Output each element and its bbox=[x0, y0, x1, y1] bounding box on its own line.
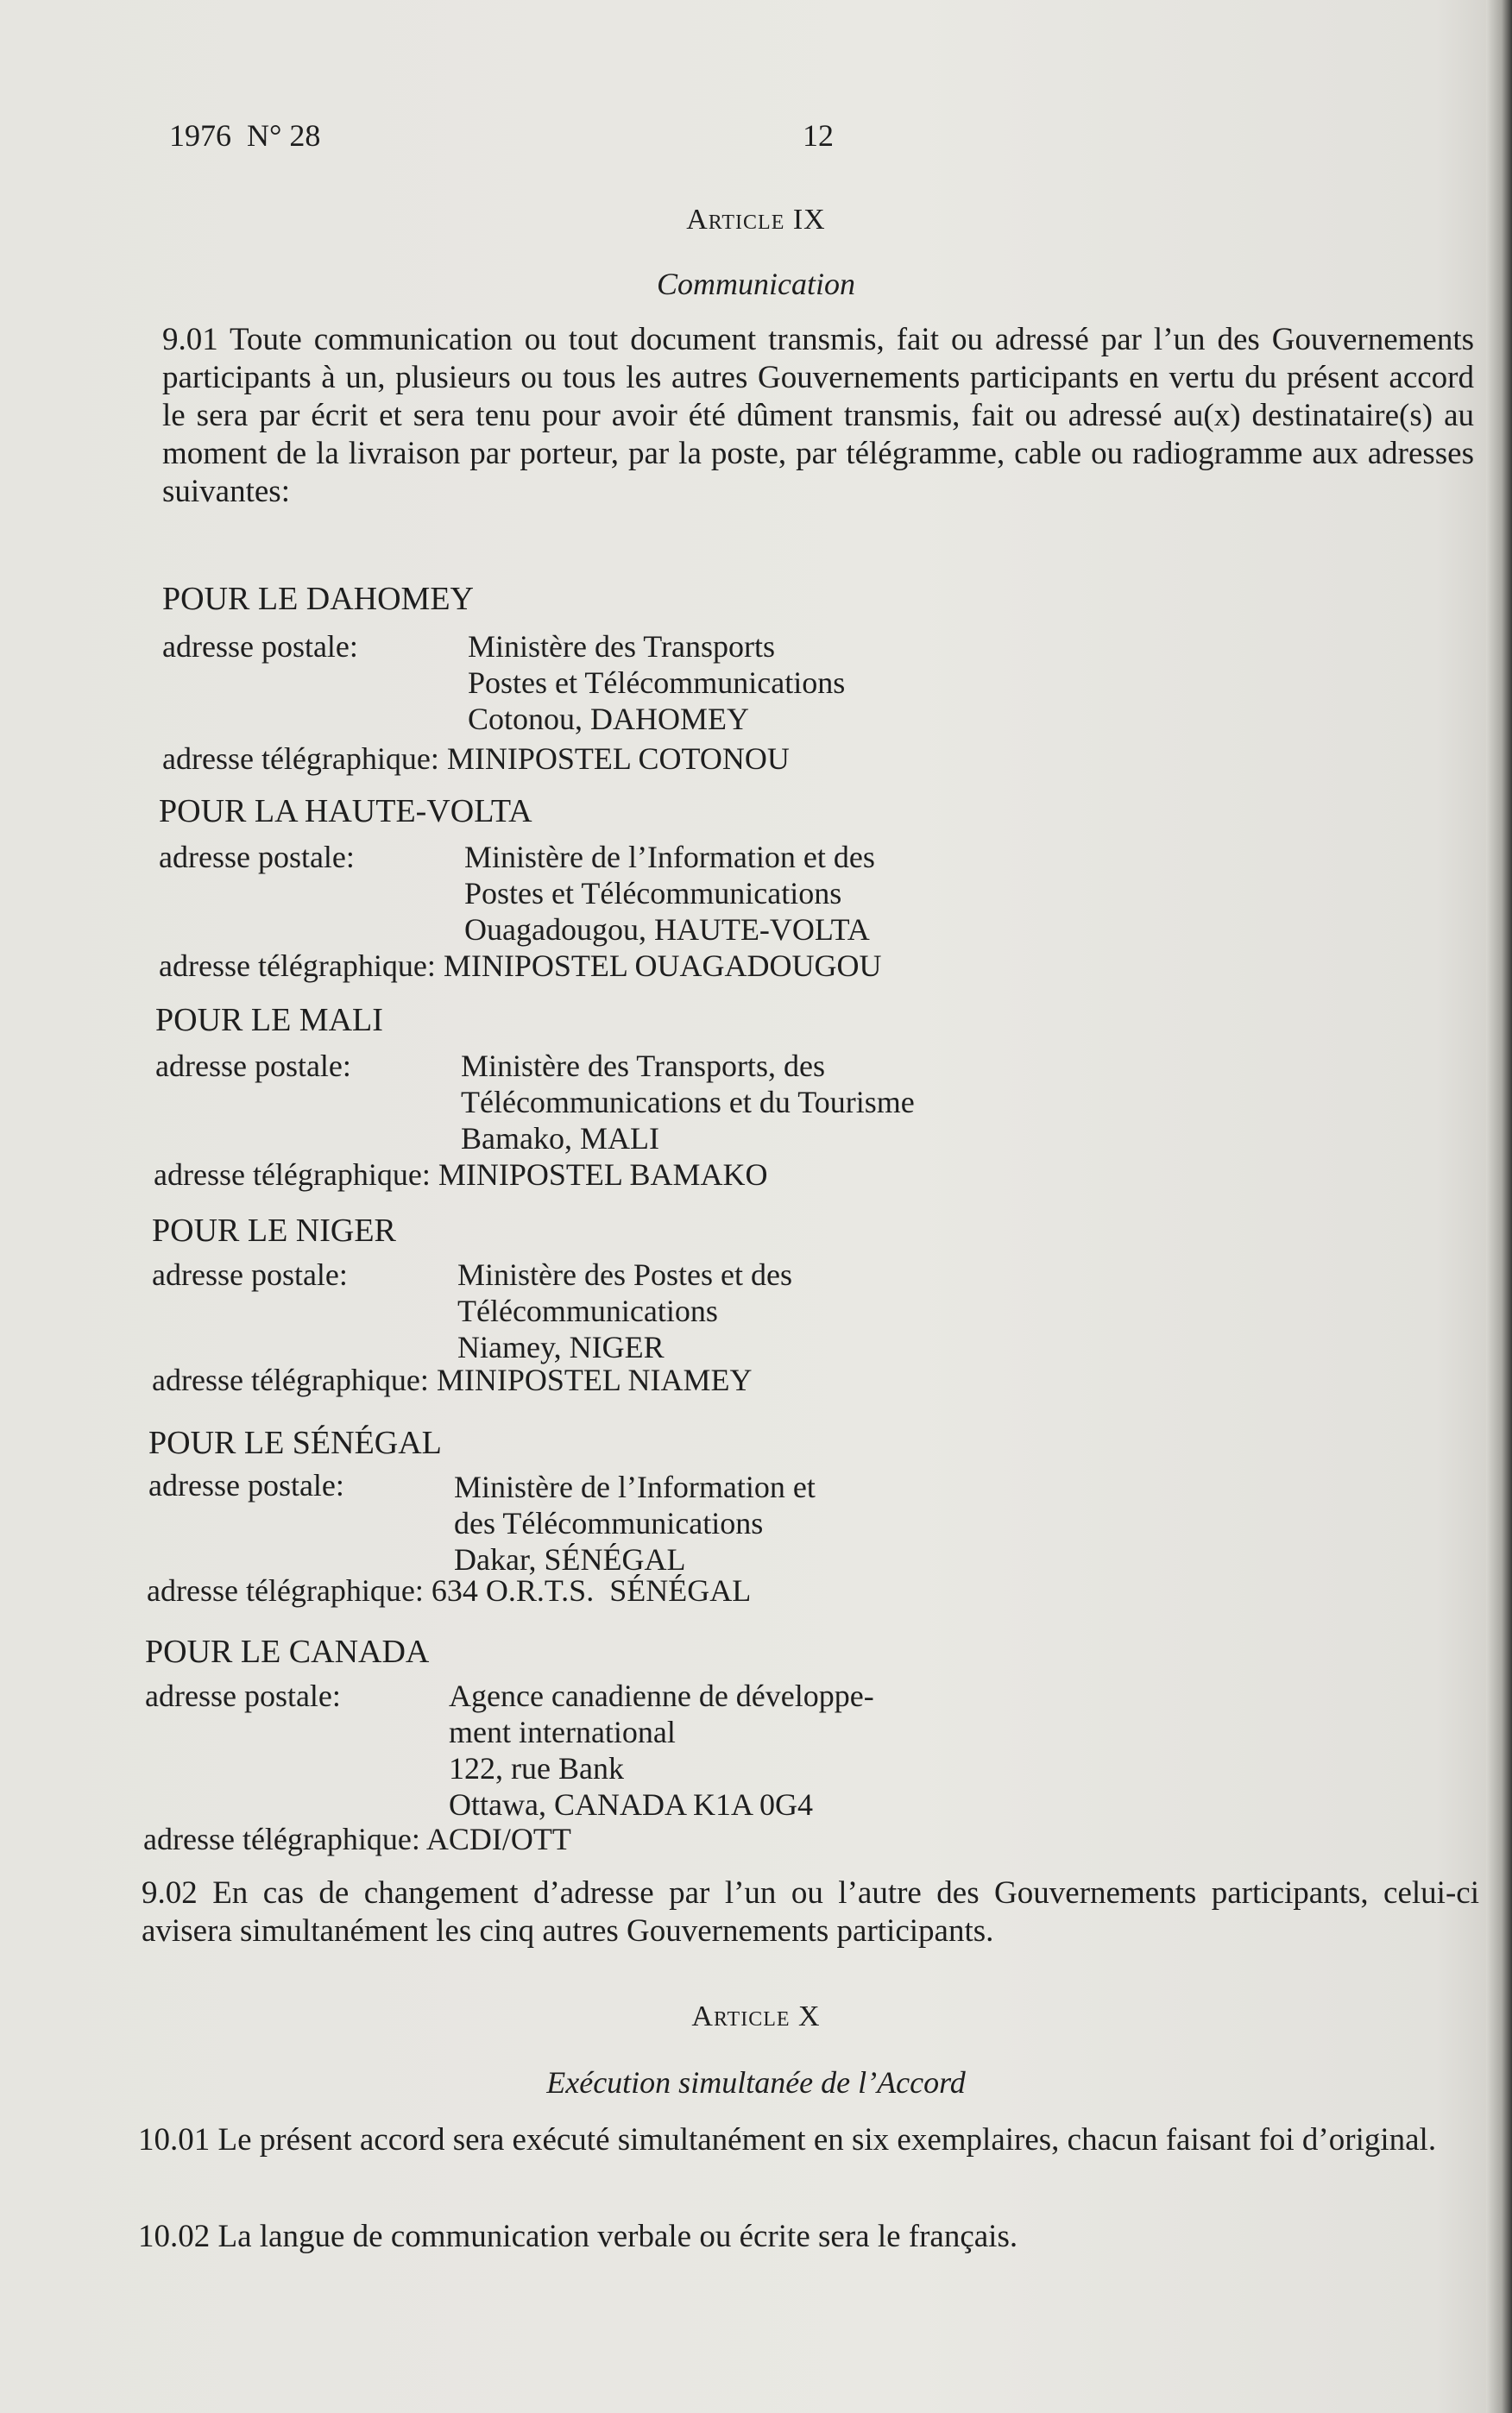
postal-line: Cotonou, DAHOMEY bbox=[468, 702, 750, 736]
postal-address bbox=[454, 1469, 816, 1578]
postal-line: Niamey, NIGER bbox=[457, 1330, 665, 1364]
country-heading: POUR LE DAHOMEY bbox=[162, 581, 474, 617]
paragraph-9-01: 9.01 Toute communication ou tout document transmis, fait ou adressé par l’un des Gouvernements participants à un, plusieurs ou tous les autres Gouvernements participants en vertu du présent accord le sera par écrit et sera tenu pour avoir été dûment transmis, fait ou adressé au(x) destinataire(s) au moment de la livraison par porteur, par la poste, par télégramme, cable ou radiogramme aux adresses suivantes: bbox=[162, 322, 1474, 509]
article-10-subtitle: Exécution simultanée de l’Accord bbox=[546, 2065, 966, 2100]
country-heading: POUR LE NIGER bbox=[152, 1213, 396, 1249]
postal-line: Postes et Télécommunications bbox=[464, 876, 842, 910]
header-year-number: 1976 N° 28 bbox=[169, 118, 321, 153]
paragraph-10-01: 10.01 Le présent accord sera exécuté simultanément en six exemplaires, chacun faisant foi d’original. bbox=[138, 2122, 1437, 2158]
postal-label: adresse postale: bbox=[159, 840, 355, 874]
postal-line: Ministère des Transports bbox=[468, 629, 776, 664]
paragraph-10-02: 10.02 La langue de communication verbale ou écrite sera le français. bbox=[138, 2219, 1018, 2254]
postal-line: Ministère de l’Information et des bbox=[464, 840, 875, 874]
telegraph-address: adresse télégraphique: MINIPOSTEL NIAMEY bbox=[152, 1363, 753, 1397]
postal-line: Ottawa, CANADA K1A 0G4 bbox=[449, 1787, 813, 1822]
country-heading: POUR LE CANADA bbox=[145, 1634, 430, 1670]
postal-line: Ministère des Transports, des bbox=[461, 1049, 825, 1083]
postal-line: Dakar, SÉNÉGAL bbox=[454, 1542, 686, 1577]
page-number: 12 bbox=[803, 118, 834, 153]
book-spine-shadow bbox=[1486, 0, 1512, 2413]
postal-line: ment international bbox=[449, 1715, 676, 1749]
article-10-title: Article X bbox=[691, 2000, 821, 2032]
telegraph-address: adresse télégraphique: MINIPOSTEL OUAGADOUGOU bbox=[159, 948, 882, 983]
postal-line: Ministère des Postes et des bbox=[457, 1257, 792, 1292]
paragraph-9-02: 9.02 En cas de changement d’adresse par l’un ou l’autre des Gouvernements participants, celui-ci avisera simultanément les cinq autres Gouvernements participants. bbox=[142, 1875, 1479, 1949]
postal-label: adresse postale: bbox=[148, 1468, 344, 1503]
postal-line: Agence canadienne de développe- bbox=[449, 1679, 874, 1713]
country-heading: POUR LA HAUTE-VOLTA bbox=[159, 793, 532, 829]
postal-line: des Télécommunications bbox=[454, 1506, 764, 1540]
country-heading: POUR LE SÉNÉGAL bbox=[148, 1425, 442, 1461]
telegraph-address: adresse télégraphique: MINIPOSTEL BAMAKO bbox=[154, 1157, 768, 1192]
postal-line: Ministère de l’Information et bbox=[454, 1470, 816, 1504]
postal-line: Ouagadougou, HAUTE-VOLTA bbox=[464, 912, 870, 947]
postal-label: adresse postale: bbox=[162, 629, 358, 664]
postal-line: Postes et Télécommunications bbox=[468, 665, 846, 700]
postal-address bbox=[464, 839, 875, 948]
postal-label: adresse postale: bbox=[155, 1049, 351, 1083]
postal-address bbox=[468, 628, 845, 737]
article-9-title: Article IX bbox=[686, 204, 826, 236]
postal-line: Télécommunications et du Tourisme bbox=[461, 1085, 915, 1119]
postal-line: 122, rue Bank bbox=[449, 1751, 624, 1786]
telegraph-address: adresse télégraphique: MINIPOSTEL COTONOU bbox=[162, 741, 790, 776]
postal-line: Bamako, MALI bbox=[461, 1121, 659, 1156]
telegraph-address: adresse télégraphique: ACDI/OTT bbox=[143, 1822, 571, 1856]
postal-address bbox=[461, 1048, 915, 1156]
country-heading: POUR LE MALI bbox=[155, 1002, 383, 1038]
postal-label: adresse postale: bbox=[152, 1257, 348, 1292]
postal-address bbox=[449, 1678, 874, 1823]
telegraph-address: adresse télégraphique: 634 O.R.T.S. SÉNÉGAL bbox=[147, 1573, 752, 1608]
article-9-subtitle: Communication bbox=[657, 267, 855, 301]
postal-address bbox=[457, 1257, 792, 1365]
postal-label: adresse postale: bbox=[145, 1679, 341, 1713]
postal-line: Télécommunications bbox=[457, 1294, 718, 1328]
